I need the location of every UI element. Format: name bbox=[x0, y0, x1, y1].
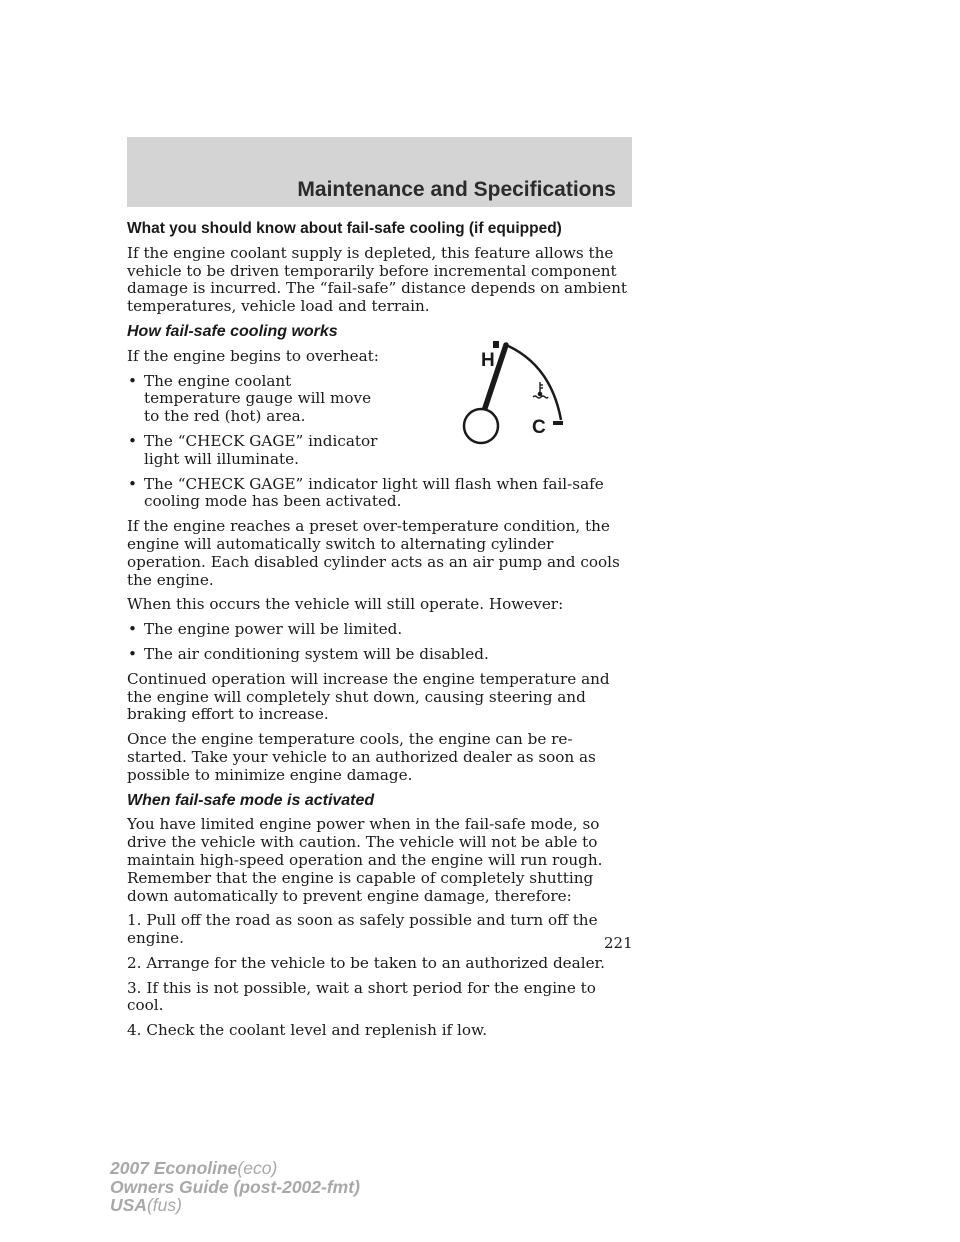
overheat-bullets-cont bbox=[127, 476, 632, 512]
gauge-cold-label: C bbox=[532, 417, 546, 438]
footer-line-2 bbox=[110, 1178, 360, 1197]
page-number: 221 bbox=[604, 934, 633, 952]
continued-paragraph: Continued operation will increase the engine temperature and the engine will completely shut down, causing steering and braking effort to increase. bbox=[127, 669, 610, 724]
step-item: 2. Arrange for the vehicle to be taken to an authorized dealer. bbox=[127, 953, 605, 972]
footer-market-code: (fus) bbox=[146, 1195, 182, 1215]
activated-paragraph: You have limited engine power when in the fail-safe mode, so drive the vehicle with caution. The vehicle will not be able to maintain high-speed operation and the engine will run rough. Remember that the engine is capable of completely shutting down automatically to prevent engine damage, therefore: bbox=[127, 815, 603, 905]
list-item: • The air conditioning system will be disabled. bbox=[127, 646, 632, 664]
footer-model: 2007 Econoline bbox=[110, 1158, 238, 1178]
step-item: 3. If this is not possible, wait a short period for the engine to cool. bbox=[127, 978, 596, 1015]
subheading-how-it-works: How fail-safe cooling works bbox=[127, 322, 338, 340]
page-content bbox=[127, 220, 632, 1047]
list-item: • The “CHECK GAGE” indicator light will flash when fail-safe cooling mode has been activated. bbox=[127, 476, 632, 512]
gauge-graphic bbox=[453, 340, 603, 450]
subheading-activated: When fail-safe mode is activated bbox=[127, 791, 375, 809]
overheat-lead: If the engine begins to overheat: bbox=[127, 346, 379, 365]
coolant-temperature-gauge bbox=[453, 340, 603, 450]
operate-paragraph: When this occurs the vehicle will still operate. However: bbox=[127, 595, 564, 614]
step-item: 1. Pull off the road as soon as safely possible and turn off the engine. bbox=[127, 911, 598, 948]
step-item: 4. Check the coolant level and replenish if low. bbox=[127, 1021, 488, 1040]
intro-paragraph: If the engine coolant supply is depleted, this feature allows the vehicle to be driven temporarily before incremental component damage is incurred. The “fail-safe” distance depends on ambient temperatures, vehicle load and terrain. bbox=[127, 243, 627, 316]
footer-line-1 bbox=[110, 1159, 360, 1178]
document-footer bbox=[110, 1159, 360, 1215]
list-item: • The engine power will be limited. bbox=[127, 621, 632, 639]
limitation-bullets bbox=[127, 621, 632, 664]
section-header-band bbox=[127, 137, 632, 207]
footer-guide: Owners Guide (post-2002-fmt) bbox=[110, 1176, 360, 1197]
footer-model-code: (eco) bbox=[237, 1158, 278, 1178]
restart-paragraph: Once the engine temperature cools, the engine can be re-started. Take your vehicle to an authorized dealer as soon as possible to minimize engine damage. bbox=[127, 730, 596, 784]
footer-line-3 bbox=[110, 1196, 360, 1215]
list-item: • The engine coolant temperature gauge will move to the red (hot) area. bbox=[127, 373, 384, 426]
coolant-temperature-icon bbox=[533, 382, 548, 398]
section-title: Maintenance and Specifications bbox=[297, 178, 616, 201]
footer-market: USA bbox=[110, 1195, 147, 1215]
gauge-hot-label: H bbox=[481, 350, 495, 371]
list-item: • The “CHECK GAGE” indicator light will illuminate. bbox=[127, 433, 384, 469]
section-heading: What you should know about fail-safe cooling (if equipped) bbox=[127, 220, 562, 237]
switch-paragraph: If the engine reaches a preset over-temperature condition, the engine will automatically switch to alternating cylinder operation. Each disabled cylinder acts as an air pump and cools the engine. bbox=[127, 517, 620, 589]
